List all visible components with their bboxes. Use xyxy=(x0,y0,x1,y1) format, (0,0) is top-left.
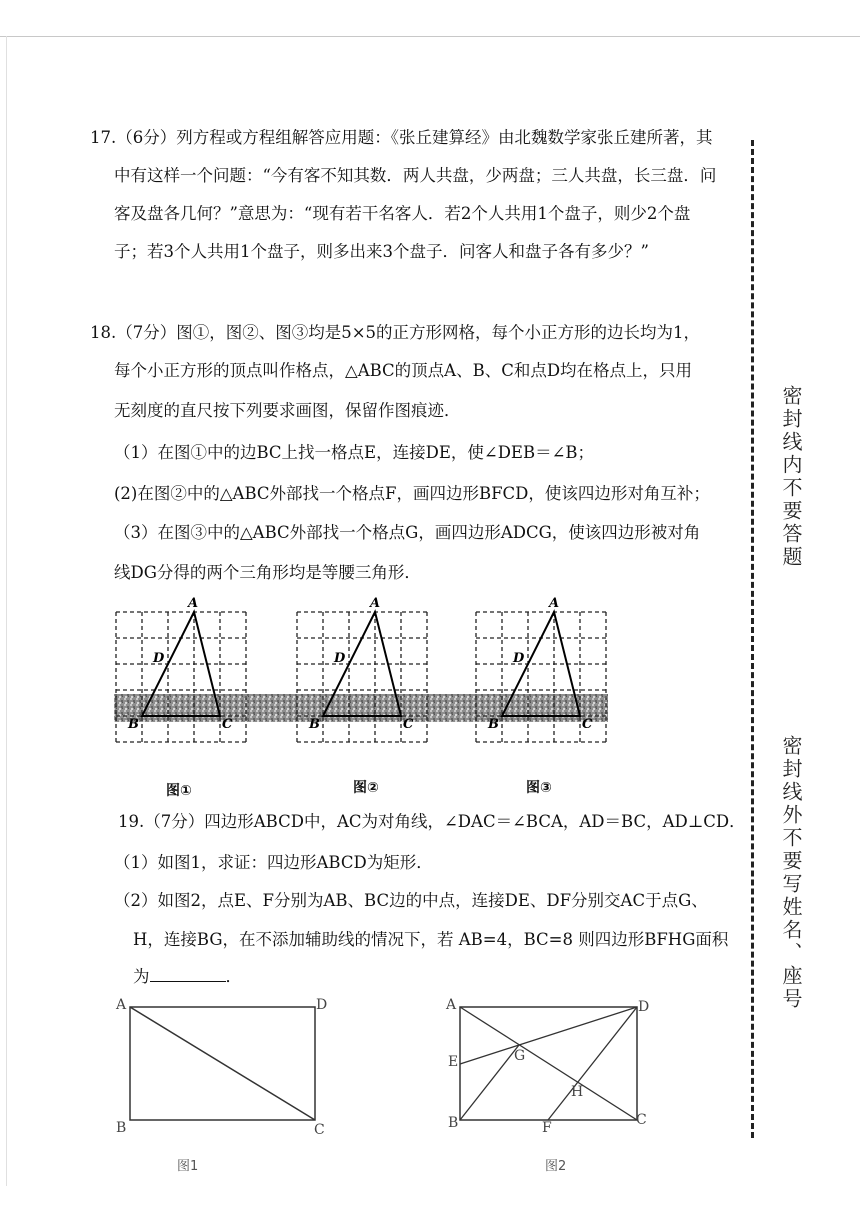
fig1-label-D: D xyxy=(153,651,165,666)
fig2-label-C: C xyxy=(403,717,414,732)
seal-dashed-line xyxy=(751,140,754,1138)
q18-item3b: 线DG分得的两个三角形均是等腰三角形． xyxy=(114,563,421,582)
q17-line4: 子；若3个人共用1个盘子，则多出来3个盘子．问客人和盘子各有多少？” xyxy=(114,242,649,261)
seal-note-lower: 密封线外不要写姓名、座号 xyxy=(779,735,803,1011)
fig2-vertex-B: B xyxy=(448,1115,459,1131)
q19-item2b: H，连接BG，在不添加辅助线的情况下，若 AB=4，BC=8 则四边形BFHG面积 xyxy=(133,930,729,949)
q18-item1: （1）在图①中的边BC上找一格点E，连接DE，使∠DEB＝∠B； xyxy=(114,443,595,462)
q17-line1: 17.（6分）列方程或方程组解答应用题：《张丘建算经》由北魏数学家张丘建所著，其 xyxy=(90,128,713,147)
fig2-vertex-A: A xyxy=(446,997,457,1013)
q18-line2: 每个小正方形的顶点叫作格点，△ABC的顶点A、B、C和点D均在格点上，只用 xyxy=(114,361,693,380)
q19-item2a: （2）如图2，点E、F分别为AB、BC边的中点，连接DE、DF分别交AC于点G、 xyxy=(114,891,708,910)
fig2-point-E: E xyxy=(448,1054,459,1070)
grid-figures xyxy=(100,590,640,770)
q19-line1: 19.（7分）四边形ABCD中，AC为对角线，∠DAC＝∠BCA，AD＝BC，AD⊥CD． xyxy=(118,812,746,831)
fig2-label-A: A xyxy=(370,596,381,611)
fig2-point-F: F xyxy=(542,1120,552,1136)
fig2-point-G: G xyxy=(514,1048,526,1064)
grid-caption-2: 图② xyxy=(353,780,379,796)
fig1-vertex-B: B xyxy=(116,1120,127,1136)
q18-line1: 18.（7分）图①，图②、图③均是5×5的正方形网格，每个小正方形的边长均为1， xyxy=(90,323,701,342)
fig1-vertex-D: D xyxy=(316,997,328,1013)
top-border xyxy=(0,36,860,37)
fig3-label-B: B xyxy=(488,717,499,732)
fig2-caption: 图2 xyxy=(545,1159,567,1174)
q19-item1: （1）如图1，求证：四边形ABCD为矩形． xyxy=(114,853,433,872)
fig1-vertex-A: A xyxy=(116,997,127,1013)
rect-figure-1 xyxy=(110,992,340,1138)
rect-figure-2 xyxy=(440,992,660,1138)
fig3-label-A: A xyxy=(549,596,560,611)
fig1-caption: 图1 xyxy=(177,1159,199,1174)
fig2-label-D: D xyxy=(334,651,346,666)
left-border xyxy=(6,36,7,1186)
fig2-vertex-D: D xyxy=(638,999,650,1015)
answer-blank xyxy=(150,967,226,982)
answer-period: ． xyxy=(225,967,242,986)
q18-item2: (2)在图②中的△ABC外部找一个格点F，画四边形BFCD，使该四边形对角互补； xyxy=(114,484,710,503)
q19-item2c xyxy=(133,967,763,987)
q17-line2: 中有这样一个问题：“今有客不知其数．两人共盘，少两盘；三人共盘，长三盘．问 xyxy=(114,166,717,185)
fig1-label-B: B xyxy=(128,717,139,732)
q18-line3: 无刻度的直尺按下列要求画图，保留作图痕迹． xyxy=(114,401,461,420)
fig3-label-D: D xyxy=(513,651,525,666)
fig3-label-C: C xyxy=(582,717,593,732)
fig1-label-A: A xyxy=(188,596,199,611)
q17-line3: 客及盘各几何？”意思为：“现有若干名客人．若2个人共用1个盘子，则少2个盘 xyxy=(114,204,691,223)
fig1-vertex-C: C xyxy=(314,1122,325,1138)
fig2-point-H: H xyxy=(571,1084,584,1100)
fig2-label-B: B xyxy=(309,717,320,732)
answer-prefix: 为 xyxy=(133,967,150,986)
grid-caption-1: 图① xyxy=(166,783,192,799)
scan-smudge xyxy=(114,694,608,722)
seal-note-upper: 密封线内不要答题 xyxy=(779,385,803,569)
grid-caption-3: 图③ xyxy=(526,780,552,796)
q18-item3a: （3）在图③中的△ABC外部找一个格点G，画四边形ADCG，使该四边形被对角 xyxy=(114,523,701,542)
fig1-label-C: C xyxy=(222,717,233,732)
fig2-vertex-C: C xyxy=(636,1112,647,1128)
